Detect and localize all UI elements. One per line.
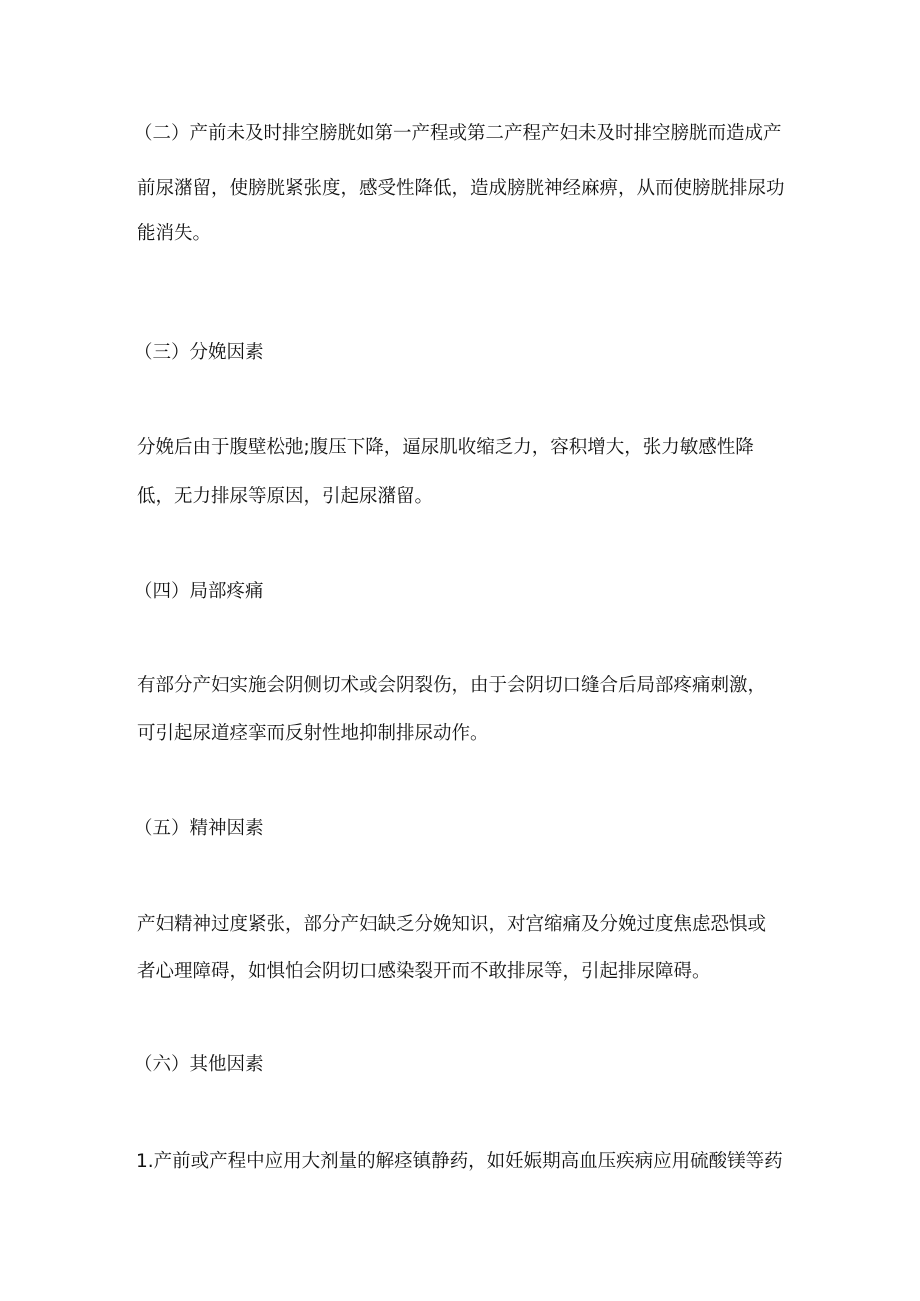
section-3-heading: （三）分娩因素 — [134, 342, 264, 363]
section-4-heading: （四）局部疼痛 — [134, 581, 264, 602]
section-2-line-3: 能消失。 — [137, 223, 212, 244]
section-6-line-1: 1.产前或产程中应用大剂量的解痉镇静药，如妊娠期高血压疾病应用硫酸镁等药 — [136, 1151, 783, 1172]
section-3-line-2: 低，无力排尿等原因，引起尿潴留。 — [137, 486, 434, 507]
section-2-line-2: 前尿潴留，使膀胱紧张度，感受性降低，造成膀胱神经麻痹，从而使膀胱排尿功 — [137, 178, 785, 199]
section-6-heading: （六）其他因素 — [134, 1054, 264, 1075]
section-5-heading: （五）精神因素 — [134, 818, 264, 839]
section-5-line-2: 者心理障碍，如惧怕会阴切口感染裂开而不敢排尿等，引起排尿障碍。 — [137, 961, 711, 982]
section-4-line-1: 有部分产妇实施会阴侧切术或会阴裂伤，由于会阴切口缝合后局部疼痛刺激， — [137, 675, 767, 696]
section-2-line-1: （二）产前未及时排空膀胱如第一产程或第二产程产妇未及时排空膀胱而造成产 — [134, 123, 782, 144]
section-5-line-1: 产妇精神过度紧张，部分产妇缺乏分娩知识，对宫缩痛及分娩过度焦虑恐惧或 — [137, 914, 767, 935]
section-4-line-2: 可引起尿道痉挛而反射性地抑制排尿动作。 — [137, 723, 489, 744]
section-3-line-1: 分娩后由于腹壁松弛;腹压下降，逼尿肌收缩乏力，容积增大，张力敏感性降 — [137, 437, 754, 458]
